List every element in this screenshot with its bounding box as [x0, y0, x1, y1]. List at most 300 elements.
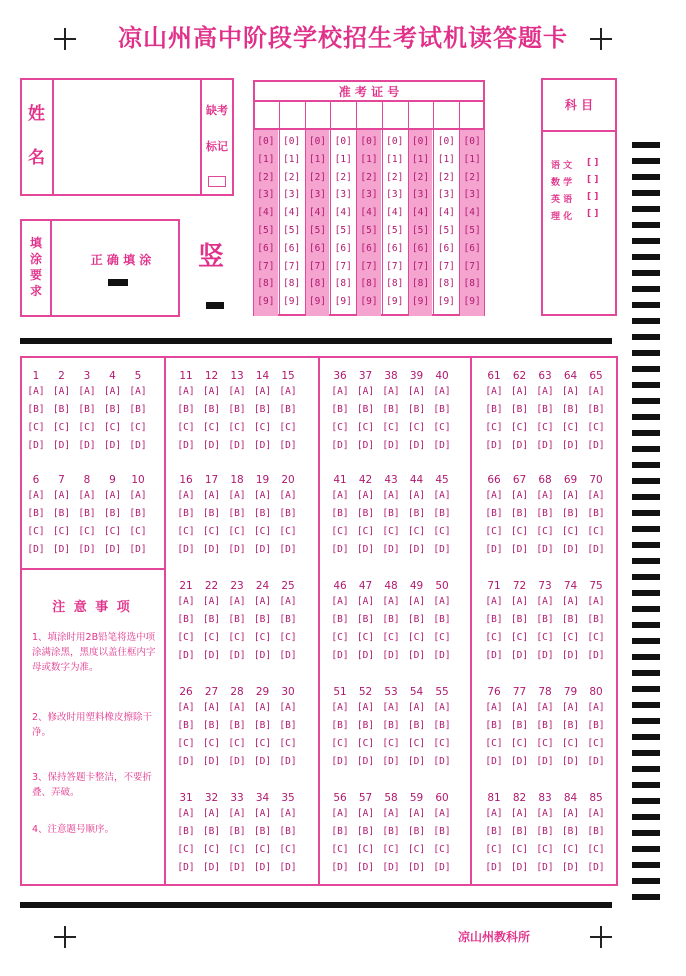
answer-bubble[interactable]: [C]: [331, 738, 349, 749]
answer-bubble[interactable]: [B]: [356, 404, 375, 415]
answer-bubble[interactable]: [B]: [253, 720, 272, 731]
answer-bubble[interactable]: [C]: [103, 526, 122, 537]
answer-bubble[interactable]: [B]: [331, 508, 349, 519]
answer-bubble[interactable]: [C]: [536, 632, 554, 643]
answer-bubble[interactable]: [D]: [356, 862, 375, 873]
answer-bubble[interactable]: [B]: [536, 614, 554, 625]
answer-bubble[interactable]: [D]: [382, 862, 400, 873]
exam-id-digit-bubble[interactable]: [2]: [308, 171, 327, 183]
answer-bubble[interactable]: [B]: [356, 508, 375, 519]
answer-bubble[interactable]: [D]: [536, 756, 554, 767]
exam-id-digit-bubble[interactable]: [5]: [411, 225, 430, 236]
answer-bubble[interactable]: [C]: [253, 632, 272, 643]
exam-id-write-cell[interactable]: [408, 102, 434, 128]
answer-bubble[interactable]: [A]: [253, 702, 272, 713]
answer-bubble[interactable]: [D]: [331, 756, 349, 767]
answer-bubble[interactable]: [C]: [510, 738, 529, 749]
answer-bubble[interactable]: [A]: [536, 490, 554, 501]
answer-bubble[interactable]: [D]: [177, 440, 195, 451]
answer-bubble[interactable]: [D]: [78, 440, 96, 451]
answer-bubble[interactable]: [C]: [228, 422, 246, 433]
exam-id-write-cell[interactable]: [459, 102, 485, 128]
exam-id-digit-bubble[interactable]: [0]: [463, 136, 481, 147]
answer-bubble[interactable]: [D]: [587, 544, 605, 555]
answer-bubble[interactable]: [D]: [407, 756, 426, 767]
exam-id-digit-bubble[interactable]: [9]: [437, 296, 455, 308]
answer-bubble[interactable]: [B]: [177, 404, 195, 415]
answer-bubble[interactable]: [D]: [27, 440, 45, 451]
exam-id-digit-bubble[interactable]: [3]: [283, 189, 301, 201]
answer-bubble[interactable]: [D]: [177, 862, 195, 873]
exam-id-write-cell[interactable]: [305, 102, 331, 128]
answer-bubble[interactable]: [D]: [382, 440, 400, 451]
answer-bubble[interactable]: [B]: [331, 614, 349, 625]
answer-bubble[interactable]: [B]: [177, 614, 195, 625]
answer-bubble[interactable]: [D]: [129, 440, 147, 451]
exam-id-digit-bubble[interactable]: [6]: [283, 242, 301, 254]
exam-id-digit-bubble[interactable]: [4]: [308, 207, 327, 219]
exam-id-digit-bubble[interactable]: [5]: [283, 225, 301, 236]
answer-bubble[interactable]: [C]: [485, 422, 503, 433]
answer-bubble[interactable]: [B]: [27, 404, 45, 415]
answer-bubble[interactable]: [C]: [561, 632, 580, 643]
exam-id-digit-bubble[interactable]: [7]: [334, 260, 352, 272]
answer-bubble[interactable]: [B]: [510, 826, 529, 837]
answer-bubble[interactable]: [D]: [561, 650, 580, 661]
exam-id-digit-bubble[interactable]: [5]: [308, 225, 327, 236]
exam-id-digit-bubble[interactable]: [8]: [257, 278, 275, 290]
answer-bubble[interactable]: [D]: [202, 862, 221, 873]
answer-bubble[interactable]: [A]: [177, 596, 195, 607]
answer-bubble[interactable]: [B]: [382, 826, 400, 837]
answer-bubble[interactable]: [D]: [433, 756, 451, 767]
answer-bubble[interactable]: [C]: [177, 526, 195, 537]
answer-bubble[interactable]: [D]: [253, 650, 272, 661]
exam-id-digit-bubble[interactable]: [4]: [257, 207, 275, 219]
answer-bubble[interactable]: [D]: [279, 440, 297, 451]
answer-bubble[interactable]: [B]: [177, 508, 195, 519]
exam-id-digit-bubble[interactable]: [9]: [308, 296, 327, 308]
answer-bubble[interactable]: [A]: [356, 490, 375, 501]
answer-bubble[interactable]: [B]: [510, 614, 529, 625]
answer-bubble[interactable]: [A]: [202, 490, 221, 501]
answer-bubble[interactable]: [A]: [103, 490, 122, 501]
answer-bubble[interactable]: [D]: [510, 650, 529, 661]
answer-bubble[interactable]: [B]: [561, 720, 580, 731]
answer-bubble[interactable]: [C]: [331, 422, 349, 433]
exam-id-digit-bubble[interactable]: [0]: [334, 136, 352, 147]
answer-bubble[interactable]: [A]: [279, 702, 297, 713]
answer-bubble[interactable]: [D]: [485, 650, 503, 661]
answer-bubble[interactable]: [D]: [510, 862, 529, 873]
answer-bubble[interactable]: [A]: [510, 596, 529, 607]
answer-bubble[interactable]: [D]: [356, 650, 375, 661]
exam-id-digit-bubble[interactable]: [4]: [437, 207, 455, 219]
answer-bubble[interactable]: [C]: [279, 632, 297, 643]
answer-bubble[interactable]: [B]: [177, 720, 195, 731]
answer-bubble[interactable]: [C]: [129, 526, 147, 537]
answer-bubble[interactable]: [B]: [331, 404, 349, 415]
answer-bubble[interactable]: [A]: [253, 596, 272, 607]
answer-bubble[interactable]: [C]: [407, 422, 426, 433]
exam-id-digit-bubble[interactable]: [0]: [283, 136, 301, 147]
answer-bubble[interactable]: [C]: [561, 526, 580, 537]
answer-bubble[interactable]: [D]: [536, 544, 554, 555]
answer-bubble[interactable]: [A]: [407, 490, 426, 501]
exam-id-digit-bubble[interactable]: [8]: [360, 278, 378, 290]
answer-bubble[interactable]: [A]: [433, 808, 451, 819]
answer-bubble[interactable]: [C]: [433, 422, 451, 433]
answer-bubble[interactable]: [A]: [279, 808, 297, 819]
answer-bubble[interactable]: [D]: [331, 862, 349, 873]
answer-bubble[interactable]: [B]: [485, 508, 503, 519]
answer-bubble[interactable]: [C]: [177, 632, 195, 643]
exam-id-digit-bubble[interactable]: [1]: [463, 153, 481, 165]
answer-bubble[interactable]: [B]: [561, 404, 580, 415]
answer-bubble[interactable]: [D]: [561, 544, 580, 555]
exam-id-digit-bubble[interactable]: [9]: [411, 296, 430, 308]
exam-id-digit-bubble[interactable]: [1]: [386, 153, 404, 165]
exam-id-digit-bubble[interactable]: [2]: [437, 171, 455, 183]
answer-bubble[interactable]: [B]: [52, 508, 71, 519]
answer-bubble[interactable]: [A]: [331, 702, 349, 713]
answer-bubble[interactable]: [B]: [228, 404, 246, 415]
answer-bubble[interactable]: [B]: [587, 720, 605, 731]
answer-bubble[interactable]: [C]: [228, 738, 246, 749]
answer-bubble[interactable]: [B]: [433, 720, 451, 731]
answer-bubble[interactable]: [C]: [587, 844, 605, 855]
answer-bubble[interactable]: [C]: [52, 422, 71, 433]
answer-bubble[interactable]: [C]: [202, 632, 221, 643]
answer-bubble[interactable]: [B]: [485, 404, 503, 415]
exam-id-digit-bubble[interactable]: [5]: [257, 225, 275, 236]
answer-bubble[interactable]: [A]: [202, 808, 221, 819]
exam-id-digit-bubble[interactable]: [7]: [283, 260, 301, 272]
exam-id-digit-bubble[interactable]: [9]: [386, 296, 404, 308]
answer-bubble[interactable]: [C]: [78, 526, 96, 537]
exam-id-digit-bubble[interactable]: [7]: [386, 260, 404, 272]
answer-bubble[interactable]: [C]: [407, 632, 426, 643]
answer-bubble[interactable]: [C]: [382, 632, 400, 643]
answer-bubble[interactable]: [D]: [253, 756, 272, 767]
answer-bubble[interactable]: [D]: [485, 544, 503, 555]
answer-bubble[interactable]: [C]: [228, 844, 246, 855]
answer-bubble[interactable]: [A]: [177, 808, 195, 819]
answer-bubble[interactable]: [D]: [279, 544, 297, 555]
answer-bubble[interactable]: [A]: [202, 596, 221, 607]
answer-bubble[interactable]: [C]: [78, 422, 96, 433]
answer-bubble[interactable]: [B]: [510, 404, 529, 415]
answer-bubble[interactable]: [C]: [27, 526, 45, 537]
answer-bubble[interactable]: [D]: [279, 650, 297, 661]
exam-id-digit-bubble[interactable]: [2]: [360, 171, 378, 183]
answer-bubble[interactable]: [C]: [561, 738, 580, 749]
answer-bubble[interactable]: [A]: [587, 596, 605, 607]
answer-bubble[interactable]: [D]: [129, 544, 147, 555]
answer-bubble[interactable]: [B]: [331, 826, 349, 837]
answer-bubble[interactable]: [B]: [279, 614, 297, 625]
exam-id-digit-bubble[interactable]: [1]: [257, 153, 275, 165]
answer-bubble[interactable]: [B]: [407, 508, 426, 519]
answer-bubble[interactable]: [D]: [356, 440, 375, 451]
answer-bubble[interactable]: [A]: [382, 490, 400, 501]
answer-bubble[interactable]: [B]: [407, 614, 426, 625]
answer-bubble[interactable]: [A]: [510, 808, 529, 819]
answer-bubble[interactable]: [C]: [382, 738, 400, 749]
answer-bubble[interactable]: [A]: [103, 386, 122, 397]
answer-bubble[interactable]: [A]: [510, 702, 529, 713]
answer-bubble[interactable]: [D]: [510, 544, 529, 555]
answer-bubble[interactable]: [A]: [331, 490, 349, 501]
answer-bubble[interactable]: [C]: [356, 422, 375, 433]
answer-bubble[interactable]: [A]: [561, 490, 580, 501]
answer-bubble[interactable]: [D]: [485, 756, 503, 767]
exam-id-digit-bubble[interactable]: [7]: [360, 260, 378, 272]
answer-bubble[interactable]: [C]: [485, 738, 503, 749]
exam-id-write-cell[interactable]: [433, 102, 459, 128]
answer-bubble[interactable]: [A]: [228, 702, 246, 713]
answer-bubble[interactable]: [D]: [202, 440, 221, 451]
exam-id-write-cell[interactable]: [253, 102, 279, 128]
answer-bubble[interactable]: [B]: [510, 720, 529, 731]
answer-bubble[interactable]: [B]: [253, 508, 272, 519]
answer-bubble[interactable]: [C]: [536, 526, 554, 537]
answer-bubble[interactable]: [B]: [177, 826, 195, 837]
answer-bubble[interactable]: [D]: [382, 756, 400, 767]
answer-bubble[interactable]: [B]: [202, 826, 221, 837]
exam-id-digit-bubble[interactable]: [8]: [283, 278, 301, 290]
answer-bubble[interactable]: [D]: [356, 756, 375, 767]
exam-id-digit-bubble[interactable]: [4]: [283, 207, 301, 219]
answer-bubble[interactable]: [C]: [103, 422, 122, 433]
exam-id-digit-bubble[interactable]: [3]: [411, 189, 430, 201]
answer-bubble[interactable]: [A]: [129, 490, 147, 501]
answer-bubble[interactable]: [B]: [382, 508, 400, 519]
answer-bubble[interactable]: [B]: [485, 826, 503, 837]
answer-bubble[interactable]: [D]: [510, 756, 529, 767]
answer-bubble[interactable]: [C]: [510, 526, 529, 537]
answer-bubble[interactable]: [B]: [407, 720, 426, 731]
exam-id-digit-bubble[interactable]: [8]: [386, 278, 404, 290]
answer-bubble[interactable]: [C]: [485, 526, 503, 537]
answer-bubble[interactable]: [D]: [561, 862, 580, 873]
answer-bubble[interactable]: [C]: [177, 844, 195, 855]
answer-bubble[interactable]: [D]: [177, 650, 195, 661]
exam-id-digit-bubble[interactable]: [1]: [360, 153, 378, 165]
exam-id-digit-bubble[interactable]: [2]: [386, 171, 404, 183]
answer-bubble[interactable]: [D]: [587, 650, 605, 661]
answer-bubble[interactable]: [D]: [177, 544, 195, 555]
answer-bubble[interactable]: [D]: [587, 756, 605, 767]
absent-mark-box[interactable]: [208, 176, 226, 187]
exam-id-digit-bubble[interactable]: [7]: [308, 260, 327, 272]
answer-bubble[interactable]: [D]: [253, 544, 272, 555]
answer-bubble[interactable]: [A]: [52, 386, 71, 397]
exam-id-digit-bubble[interactable]: [1]: [308, 153, 327, 165]
answer-bubble[interactable]: [B]: [253, 404, 272, 415]
answer-bubble[interactable]: [C]: [382, 526, 400, 537]
answer-bubble[interactable]: [D]: [561, 440, 580, 451]
answer-bubble[interactable]: [C]: [485, 632, 503, 643]
answer-bubble[interactable]: [D]: [407, 544, 426, 555]
answer-bubble[interactable]: [A]: [407, 596, 426, 607]
answer-bubble[interactable]: [D]: [52, 544, 71, 555]
exam-id-digit-bubble[interactable]: [3]: [257, 189, 275, 201]
answer-bubble[interactable]: [D]: [279, 756, 297, 767]
answer-bubble[interactable]: [C]: [253, 738, 272, 749]
answer-bubble[interactable]: [A]: [279, 386, 297, 397]
exam-id-digit-bubble[interactable]: [5]: [386, 225, 404, 236]
answer-bubble[interactable]: [A]: [202, 386, 221, 397]
answer-bubble[interactable]: [B]: [202, 614, 221, 625]
exam-id-digit-bubble[interactable]: [2]: [463, 171, 481, 183]
answer-bubble[interactable]: [B]: [129, 508, 147, 519]
answer-bubble[interactable]: [D]: [407, 650, 426, 661]
answer-bubble[interactable]: [B]: [433, 826, 451, 837]
answer-bubble[interactable]: [A]: [279, 596, 297, 607]
answer-bubble[interactable]: [C]: [356, 738, 375, 749]
exam-id-digit-bubble[interactable]: [6]: [437, 242, 455, 254]
answer-bubble[interactable]: [C]: [433, 844, 451, 855]
answer-bubble[interactable]: [D]: [382, 544, 400, 555]
answer-bubble[interactable]: [B]: [485, 720, 503, 731]
answer-bubble[interactable]: [A]: [561, 808, 580, 819]
exam-id-digit-bubble[interactable]: [1]: [411, 153, 430, 165]
answer-bubble[interactable]: [D]: [202, 544, 221, 555]
exam-id-digit-bubble[interactable]: [1]: [437, 153, 455, 165]
answer-bubble[interactable]: [A]: [228, 490, 246, 501]
subject-bubble[interactable]: [ ]: [587, 175, 599, 185]
answer-bubble[interactable]: [B]: [331, 720, 349, 731]
answer-bubble[interactable]: [C]: [587, 738, 605, 749]
answer-bubble[interactable]: [A]: [561, 702, 580, 713]
answer-bubble[interactable]: [C]: [356, 632, 375, 643]
answer-bubble[interactable]: [D]: [536, 650, 554, 661]
answer-bubble[interactable]: [B]: [433, 508, 451, 519]
answer-bubble[interactable]: [A]: [536, 702, 554, 713]
answer-bubble[interactable]: [C]: [510, 422, 529, 433]
answer-bubble[interactable]: [D]: [331, 544, 349, 555]
answer-bubble[interactable]: [D]: [228, 650, 246, 661]
answer-bubble[interactable]: [B]: [561, 508, 580, 519]
answer-bubble[interactable]: [A]: [382, 808, 400, 819]
exam-id-digit-bubble[interactable]: [1]: [334, 153, 352, 165]
answer-bubble[interactable]: [B]: [536, 826, 554, 837]
exam-id-digit-bubble[interactable]: [3]: [386, 189, 404, 201]
answer-bubble[interactable]: [B]: [279, 404, 297, 415]
exam-id-digit-bubble[interactable]: [8]: [437, 278, 455, 290]
answer-bubble[interactable]: [C]: [433, 738, 451, 749]
answer-bubble[interactable]: [C]: [279, 844, 297, 855]
exam-id-digit-bubble[interactable]: [2]: [257, 171, 275, 183]
answer-bubble[interactable]: [B]: [103, 404, 122, 415]
answer-bubble[interactable]: [A]: [78, 490, 96, 501]
answer-bubble[interactable]: [A]: [382, 702, 400, 713]
exam-id-digit-bubble[interactable]: [6]: [411, 242, 430, 254]
answer-bubble[interactable]: [C]: [587, 632, 605, 643]
answer-bubble[interactable]: [C]: [356, 526, 375, 537]
answer-bubble[interactable]: [D]: [433, 650, 451, 661]
answer-bubble[interactable]: [A]: [536, 808, 554, 819]
answer-bubble[interactable]: [D]: [536, 440, 554, 451]
answer-bubble[interactable]: [C]: [177, 422, 195, 433]
answer-bubble[interactable]: [C]: [253, 526, 272, 537]
answer-bubble[interactable]: [C]: [279, 738, 297, 749]
answer-bubble[interactable]: [C]: [382, 422, 400, 433]
answer-bubble[interactable]: [B]: [356, 720, 375, 731]
answer-bubble[interactable]: [D]: [356, 544, 375, 555]
answer-bubble[interactable]: [B]: [202, 508, 221, 519]
answer-bubble[interactable]: [D]: [407, 440, 426, 451]
exam-id-digit-bubble[interactable]: [7]: [463, 260, 481, 272]
answer-bubble[interactable]: [A]: [407, 386, 426, 397]
answer-bubble[interactable]: [B]: [253, 614, 272, 625]
answer-bubble[interactable]: [D]: [78, 544, 96, 555]
exam-id-write-cell[interactable]: [356, 102, 382, 128]
answer-bubble[interactable]: [D]: [536, 862, 554, 873]
answer-bubble[interactable]: [B]: [587, 508, 605, 519]
answer-bubble[interactable]: [B]: [407, 404, 426, 415]
answer-bubble[interactable]: [A]: [382, 596, 400, 607]
exam-id-digit-bubble[interactable]: [2]: [411, 171, 430, 183]
answer-bubble[interactable]: [A]: [331, 386, 349, 397]
name-write-area[interactable]: [52, 80, 202, 194]
answer-bubble[interactable]: [C]: [129, 422, 147, 433]
answer-bubble[interactable]: [B]: [27, 508, 45, 519]
answer-bubble[interactable]: [C]: [510, 844, 529, 855]
answer-bubble[interactable]: [B]: [536, 508, 554, 519]
answer-bubble[interactable]: [A]: [433, 490, 451, 501]
exam-id-digit-bubble[interactable]: [3]: [308, 189, 327, 201]
answer-bubble[interactable]: [D]: [433, 544, 451, 555]
answer-bubble[interactable]: [D]: [202, 756, 221, 767]
answer-bubble[interactable]: [C]: [407, 844, 426, 855]
answer-bubble[interactable]: [C]: [433, 632, 451, 643]
exam-id-digit-bubble[interactable]: [3]: [437, 189, 455, 201]
answer-bubble[interactable]: [D]: [103, 440, 122, 451]
answer-bubble[interactable]: [B]: [536, 720, 554, 731]
exam-id-digit-bubble[interactable]: [4]: [463, 207, 481, 219]
answer-bubble[interactable]: [C]: [561, 422, 580, 433]
exam-id-digit-bubble[interactable]: [8]: [334, 278, 352, 290]
answer-bubble[interactable]: [C]: [279, 422, 297, 433]
answer-bubble[interactable]: [D]: [27, 544, 45, 555]
exam-id-digit-bubble[interactable]: [8]: [463, 278, 481, 290]
answer-bubble[interactable]: [A]: [177, 702, 195, 713]
answer-bubble[interactable]: [A]: [228, 808, 246, 819]
answer-bubble[interactable]: [B]: [561, 826, 580, 837]
answer-bubble[interactable]: [A]: [129, 386, 147, 397]
answer-bubble[interactable]: [C]: [27, 422, 45, 433]
answer-bubble[interactable]: [B]: [356, 826, 375, 837]
answer-bubble[interactable]: [C]: [202, 526, 221, 537]
exam-id-digit-bubble[interactable]: [2]: [283, 171, 301, 183]
answer-bubble[interactable]: [A]: [331, 808, 349, 819]
exam-id-digit-bubble[interactable]: [6]: [257, 242, 275, 254]
answer-bubble[interactable]: [B]: [587, 404, 605, 415]
answer-bubble[interactable]: [B]: [433, 614, 451, 625]
answer-bubble[interactable]: [B]: [78, 404, 96, 415]
answer-bubble[interactable]: [D]: [587, 862, 605, 873]
answer-bubble[interactable]: [A]: [587, 386, 605, 397]
answer-bubble[interactable]: [B]: [228, 614, 246, 625]
answer-bubble[interactable]: [D]: [510, 440, 529, 451]
answer-bubble[interactable]: [D]: [433, 862, 451, 873]
answer-bubble[interactable]: [B]: [382, 614, 400, 625]
exam-id-digit-bubble[interactable]: [5]: [437, 225, 455, 236]
answer-bubble[interactable]: [B]: [279, 508, 297, 519]
answer-bubble[interactable]: [A]: [356, 386, 375, 397]
